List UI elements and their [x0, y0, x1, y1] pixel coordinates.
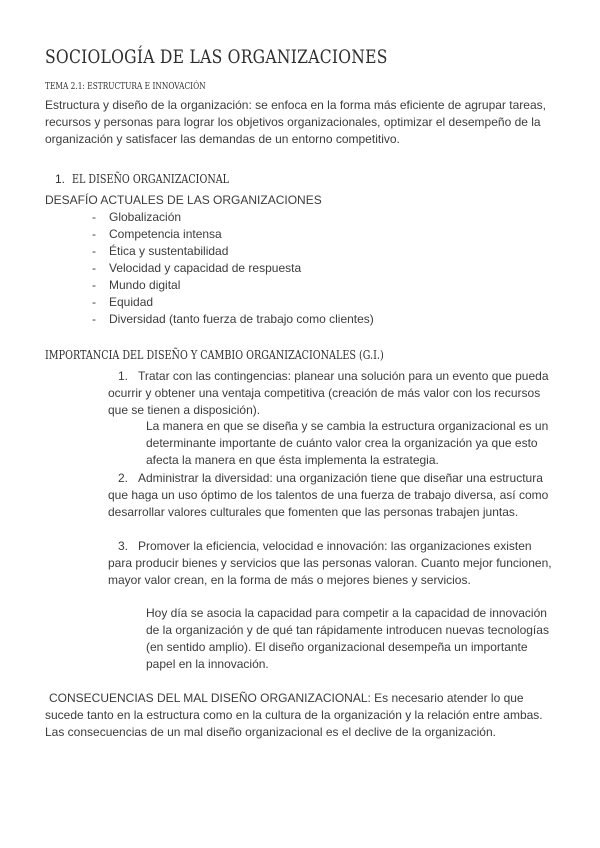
bullet-dash: -: [92, 295, 96, 309]
bullet-dash: -: [92, 227, 96, 241]
section1-number: 1.: [55, 172, 66, 186]
importance-item-1-note: La manera en que se diseña y se cambia la estructura organizacional es un determinante importante de cuánto valor crea la organización ya que esto afecta la manera en que ésta implementa la estrategia.: [146, 419, 549, 467]
bullet-dash: -: [92, 312, 96, 326]
importance-item-1-text: Tratar con las contingencias: planear una solución para un evento que pueda ocurrir y obtener una ventaja competitiva (creación de más valor con los recursos que se tienen a disposición).: [108, 369, 549, 417]
importance-item-3-text: Promover la eficiencia, velocidad e innovación: las organizaciones existen para producir bienes y servicios que las personas valoran. Cuanto mejor funcionen, mayor valor crean, en la forma de más o mejores bienes y servicios.: [108, 539, 552, 587]
bullet-dash: -: [92, 210, 96, 224]
document-page: SOCIOLOGÍA DE LAS ORGANIZACIONES TEMA 2.1: ESTRUCTURA E INNOVACIÓN Estructura y diseño de la organización: se enfoca en la forma más eficiente de agrupar tareas, recursos y personas para lograr los objetivos organizacionales, optimizar el desempeño de la organización y satisfacer las demandas de un entorno competitivo. 1. EL DISEÑO ORGANIZACIONAL DESAFÍO ACTUALES DE LAS ORGANIZACIONES - Globalización - Competencia intensa - Ética y sustentabilidad - Velocidad y capacidad de respuesta - Mundo digital - Equidad - Diversidad (tanto fuerza de trabajo como clientes) IMPORTANCIA DEL DISEÑO Y CAMBIO ORGANIZACIONALES (G.I.) 1. Tratar con las contingencias: planear una solución para un evento que pueda ocurrir y obtener una ventaja competitiva (creación de más valor con los recursos que se tienen a disposición). La manera en que se diseña y se cambia la estructura organizacional es un determinante importante de cuánto valor crea la organización ya que esto afecta la manera en que ésta implementa la estrategia. 2. Administrar la diversidad: una organización tiene que diseñar una estructura que haga un uso óptimo de los talentos de una fuerza de trabajo diversa, así como desarrollar valores culturales que fomenten que las personas trabajen juntas. 3. Promover la eficiencia, velocidad e innovación: las organizaciones existen para producir bienes y servicios que las personas valoran. Cuanto mejor funcionen, mayor valor crean, en la forma de más o mejores bienes y servicios. Hoy día se asocia la capacidad para competir a la capacidad de innovación de la organización y de qué tan rápidamente introducen nuevas tecnologías (en sentido amplio). El diseño organizacional desempeña un importante papel en la innovación. CONSECUENCIAS DEL MAL DISEÑO ORGANIZACIONAL: Es necesario atender lo que sucede tanto en la estructura como en la cultura de la organización y la relación entre ambas. Las consecuencias de un mal diseño organizacional es el declive de la organización.: [0, 0, 600, 848]
bullet-dash: -: [92, 278, 96, 292]
item-number: 1.: [118, 369, 129, 383]
item-number: 2.: [118, 471, 129, 485]
section1-subheading: DESAFÍO ACTUALES DE LAS ORGANIZACIONES: [45, 193, 322, 207]
importance-item-3-note: Hoy día se asocia la capacidad para competir a la capacidad de innovación de la organización y de qué tan rápidamente introducen nuevas tecnologías (en sentido amplio). El diseño organizacional desempeña un importante papel en la innovación.: [146, 606, 549, 671]
section2-heading: IMPORTANCIA DEL DISEÑO Y CAMBIO ORGANIZACIONALES (G.I.): [45, 348, 384, 362]
item-number: 3.: [118, 539, 129, 553]
bullet-dash: -: [92, 261, 96, 275]
page-title: SOCIOLOGÍA DE LAS ORGANIZACIONES: [45, 46, 388, 68]
topic-subtitle: TEMA 2.1: ESTRUCTURA E INNOVACIÓN: [45, 81, 206, 92]
intro-paragraph: Estructura y diseño de la organización: se enfoca en la forma más eficiente de agrupar tareas, recursos y personas para lograr los objetivos organizacionales, optimizar el desempeño de la organización y satisfacer las demandas de un entorno competitivo.: [45, 98, 546, 146]
importance-item-2-text: Administrar la diversidad: una organización tiene que diseñar una estructura que haga un uso óptimo de los talentos de una fuerza de trabajo diversa, así como desarrollar valores culturales que fomenten que las personas trabajen juntas.: [108, 471, 549, 519]
bullet-dash: -: [92, 244, 96, 258]
section1-heading: EL DISEÑO ORGANIZACIONAL: [72, 172, 230, 186]
consequences-paragraph: CONSECUENCIAS DEL MAL DISEÑO ORGANIZACIONAL: Es necesario atender lo que sucede tanto en la estructura como en la cultura de la organización y la relación entre ambas. Las consecuencias de un mal diseño organizacional es el declive de la organización.: [45, 691, 543, 739]
